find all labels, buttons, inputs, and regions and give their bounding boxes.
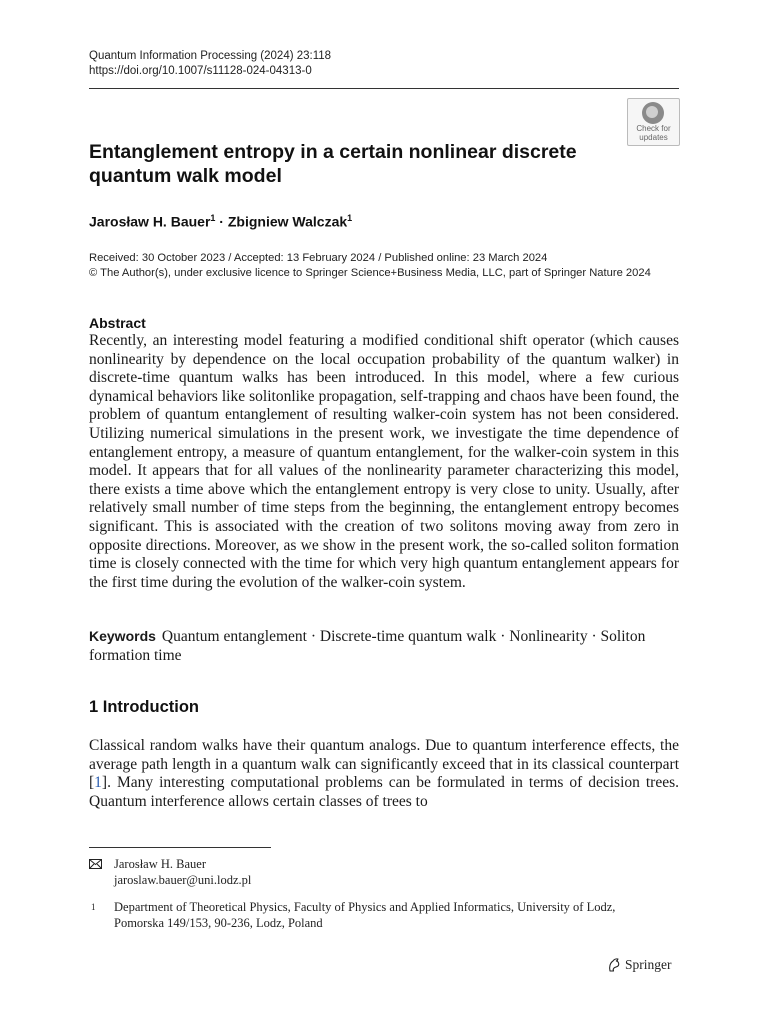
keywords-label: Keywords xyxy=(89,628,156,644)
affiliation-text xyxy=(114,899,689,931)
author-name[interactable]: Zbigniew Walczak xyxy=(227,213,348,230)
citation-link[interactable]: 1 xyxy=(94,774,102,792)
keywords-list: Quantum entanglement · Discrete-time quantum walk · Nonlinearity · Soliton formation time xyxy=(89,628,646,664)
intro-text-part: Classical random walks have their quantum analogs. Due to quantum interference effects, the average path length in a quantum walk can significantly exceed that in its classical counterpart [ xyxy=(89,737,679,792)
badge-label xyxy=(628,124,679,142)
author-separator: · xyxy=(215,213,228,230)
badge-label-line2: updates xyxy=(639,133,668,142)
abstract-heading: Abstract xyxy=(89,315,146,331)
section-heading-introduction: 1 Introduction xyxy=(89,698,199,716)
article-title: Entanglement entropy in a certain nonlinear discrete quantum walk model xyxy=(89,141,577,187)
affiliation-number: 1 xyxy=(91,902,96,912)
received-accepted-published: Received: 30 October 2023 / Accepted: 13 February 2024 / Published online: 23 March 2024 xyxy=(89,252,548,264)
article-page xyxy=(89,0,679,1024)
intro-text-part: ]. Many interesting computational problems can be formulated in terms of decision trees. Quantum interference allows certain classes of trees to xyxy=(89,774,679,810)
journal-citation: Quantum Information Processing (2024) 23:118 xyxy=(89,50,332,62)
abstract-text: Recently, an interesting model featuring a modified conditional shift operator (which causes nonlinearity by dependence on the local occupation probability of the quantum walker) in discrete-time quantum walks has been introduced. In this model, where a few curious dynamical behaviors like solitonlike propagation, self-trapping and chaos have been found, the problem of quantum entanglement of resulting walker-coin system has not been considered. Utilizing numerical simulations in the present work, we investigate the time dependence of entanglement entropy, a measure of quantum entanglement, for the walker-coin system in this model. It appears that for all values of the nonlinearity parameter characterizing this model, there exists a time above which the entanglement entropy is very close to unity. Usually, after relatively small number of time steps from the beginning, the entanglement entropy becomes significant. This is associated with the creation of two solitons moving away from zero in opposite directions. Moreover, as we show in the present work, the so-called soliton formation time is closely connected with the time for which very high quantum entanglement appears for the first time during the evolution of the walker-coin system. xyxy=(89,332,679,591)
doi-link[interactable]: https://doi.org/10.1007/s11128-024-04313-0 xyxy=(89,65,312,77)
affiliation-line: Department of Theoretical Physics, Faculty of Physics and Applied Informatics, University of Lodz, xyxy=(114,900,616,914)
corresponding-author-details xyxy=(114,857,414,888)
journal-header xyxy=(89,49,331,79)
author-list xyxy=(89,209,352,231)
springer-horse-icon xyxy=(606,957,622,973)
publisher-logo xyxy=(604,954,684,976)
footnote-divider xyxy=(89,847,271,848)
author-affiliation-marker: 1 xyxy=(210,213,216,223)
publication-history xyxy=(89,251,689,280)
corresponding-author-name: Jarosław H. Bauer xyxy=(114,857,206,871)
check-for-updates-badge[interactable] xyxy=(627,98,680,146)
keywords xyxy=(89,627,679,665)
corresponding-author-email[interactable]: jaroslaw.bauer@uni.lodz.pl xyxy=(114,872,252,887)
badge-label-line1: Check for xyxy=(636,124,671,133)
affiliation-line: Pomorska 149/153, 90-236, Lodz, Poland xyxy=(114,916,323,930)
publisher-name: Springer xyxy=(625,957,672,972)
introduction-text xyxy=(89,737,679,811)
author-affiliation-marker: 1 xyxy=(347,213,353,223)
check-for-updates-icon xyxy=(642,102,664,124)
envelope-icon xyxy=(89,859,102,869)
author-name[interactable]: Jarosław H. Bauer xyxy=(89,213,211,230)
copyright-notice: © The Author(s), under exclusive licence to Springer Science+Business Media, LLC, part of Springer Nature 2024 xyxy=(89,266,651,279)
header-divider xyxy=(89,88,679,89)
